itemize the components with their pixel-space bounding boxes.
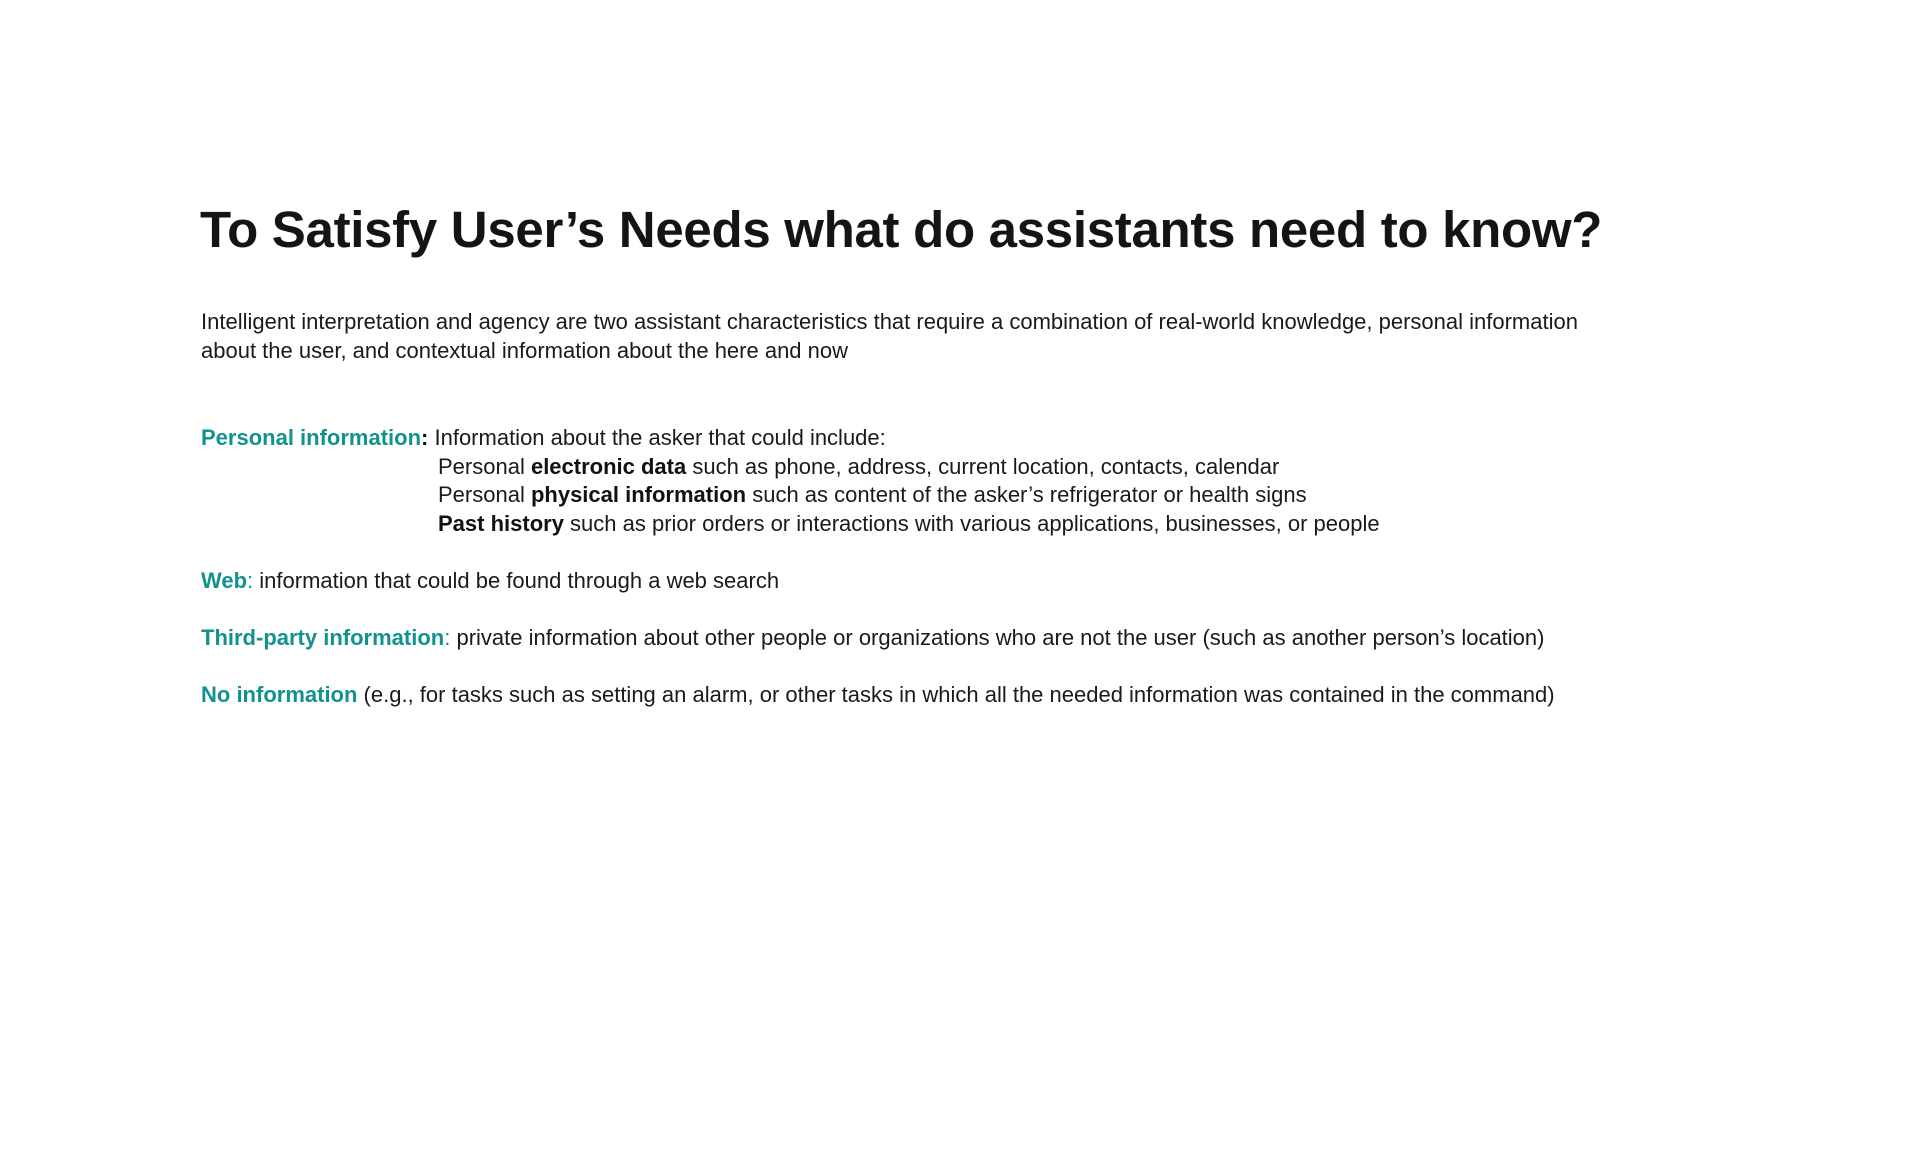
list-item [438,453,1279,482]
personal-information-line [201,424,886,453]
list-item-emphasis: Past history [438,510,564,536]
third-party-term: Third-party information [201,625,445,650]
third-party-line [201,624,1544,653]
list-item-prefix: Personal [438,453,531,479]
personal-information-term: Personal information [201,425,422,450]
no-information-description: (e.g., for tasks such as setting an alarm, or other tasks in which all the needed information was contained in the command) [357,682,1555,707]
list-item-text: such as prior orders or interactions with various applications, businesses, or people [563,510,1380,536]
no-information-term: No information [201,682,358,707]
third-party-colon: : [444,625,451,650]
third-party-description: private information about other people or organizations who are not the user (such as another person’s location) [450,625,1545,650]
list-item [438,510,1380,539]
web-line [201,567,779,596]
intro-paragraph: Intelligent interpretation and agency are two assistant characteristics that require a combination of real-world knowledge, personal information about the user, and contextual information about the here and now [201,309,1578,363]
personal-information-description: Information about the asker that could include: [428,425,886,450]
page-title: To Satisfy User’s Needs what do assistants need to know? [200,201,1603,258]
list-item-emphasis: electronic data [530,453,687,479]
no-information-line [201,681,1555,710]
web-description: information that could be found through a web search [253,568,780,593]
list-item-text: such as content of the asker’s refrigerator or health signs [746,482,1307,507]
list-item [438,481,1307,510]
list-item-text: such as phone, address, current location, contacts, calendar [686,453,1280,479]
list-item-prefix: Personal [438,482,531,507]
list-item-emphasis: physical information [530,482,747,507]
personal-information-colon: : [421,425,429,450]
web-term: Web [201,568,248,593]
web-colon: : [247,568,254,593]
